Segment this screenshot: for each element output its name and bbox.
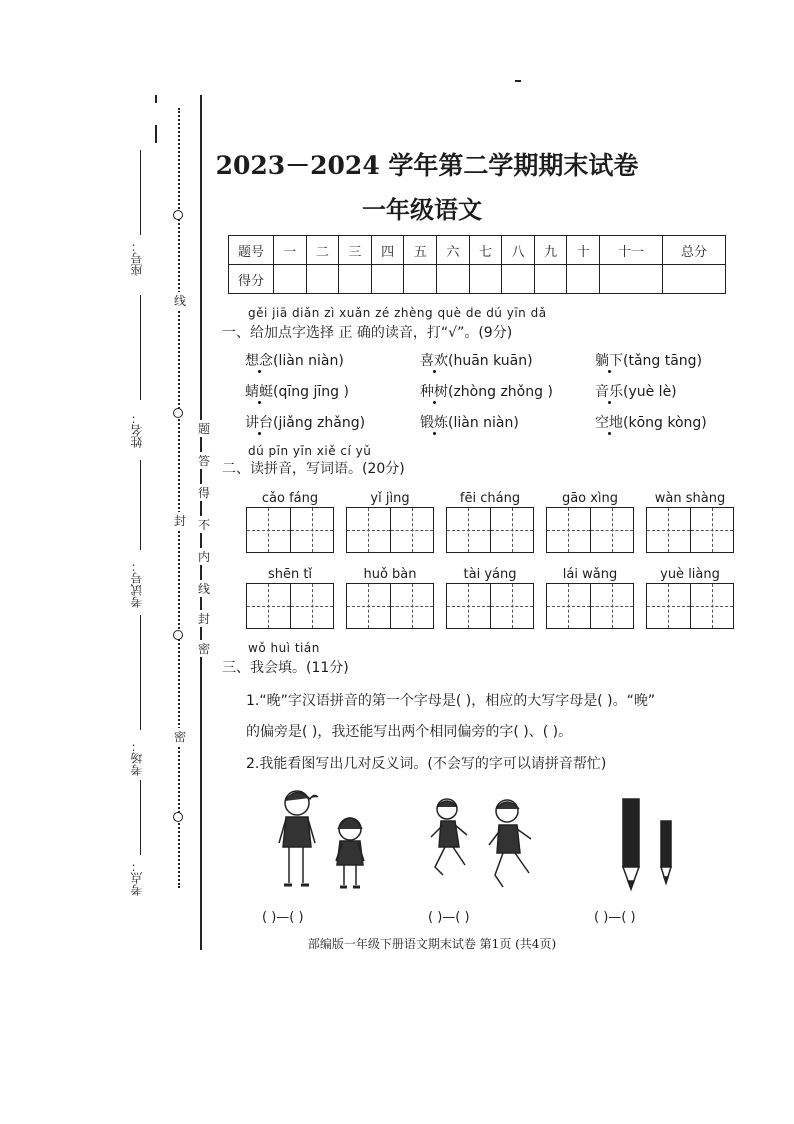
score-cell[interactable] bbox=[306, 265, 339, 294]
word-pinyin: yǐ jìng bbox=[370, 491, 410, 506]
question-item bbox=[420, 350, 533, 370]
seal-char: 线 bbox=[174, 294, 187, 308]
writing-grid[interactable] bbox=[546, 583, 634, 629]
writing-grid[interactable] bbox=[646, 507, 734, 553]
seal-circle bbox=[173, 408, 183, 418]
fast-slow-runners-illustration bbox=[425, 795, 555, 895]
word-pinyin: fēi cháng bbox=[459, 491, 521, 506]
tall-short-girls-illustration bbox=[270, 785, 410, 895]
word-pinyin: lái wǎng bbox=[562, 567, 618, 582]
writing-grid[interactable] bbox=[346, 507, 434, 553]
question-options[interactable]: (zhòng zhǒng ) bbox=[448, 384, 553, 400]
question-word: 蜻蜓 bbox=[245, 384, 273, 400]
seal-char: 密 bbox=[174, 730, 187, 744]
warning-char: 封 bbox=[198, 612, 211, 626]
writing-grid[interactable] bbox=[446, 583, 534, 629]
word-pinyin: tài yáng bbox=[463, 567, 517, 582]
exam-no-label: 考试号： bbox=[130, 560, 144, 608]
question-2-prompt: 2.我能看图写出几对反义词。(不会写的字可以请拼音帮忙) bbox=[246, 756, 607, 772]
section1-pinyin: gěi jiā diǎn zì xuǎn zé zhèng què de dú yīn dǎ bbox=[248, 306, 547, 320]
score-cell[interactable] bbox=[404, 265, 437, 294]
name-label: 姓名： bbox=[130, 412, 144, 448]
score-header-cell: 一 bbox=[274, 236, 307, 265]
word-pinyin: yuè liàng bbox=[660, 567, 720, 582]
antonym-answer-blank[interactable]: ( )—( ) bbox=[594, 910, 636, 925]
score-cell[interactable] bbox=[371, 265, 404, 294]
score-cell[interactable] bbox=[600, 265, 663, 294]
warning-char: 密 bbox=[198, 642, 211, 656]
warning-char: 题 bbox=[198, 422, 211, 436]
seal-circle bbox=[173, 812, 183, 822]
exam-site-label: 考点： bbox=[130, 860, 144, 896]
question-word: 种树 bbox=[420, 384, 448, 400]
section3-title: 三、我会填。(11分) bbox=[222, 660, 349, 676]
section3-pinyin: wǒ huì tián bbox=[248, 641, 320, 655]
page-title: 2023－2024 学年第二学期期末试卷 bbox=[215, 151, 639, 180]
score-header-cell: 四 bbox=[371, 236, 404, 265]
writing-grid[interactable] bbox=[246, 507, 334, 553]
question-word: 空地 bbox=[595, 415, 623, 431]
score-cell[interactable] bbox=[339, 265, 372, 294]
score-header-cell: 三 bbox=[339, 236, 372, 265]
exam-no-line bbox=[140, 460, 141, 550]
score-header-cell: 十一 bbox=[600, 236, 663, 265]
score-cell[interactable] bbox=[469, 265, 502, 294]
warning-char: 线 bbox=[198, 582, 211, 596]
warning-char: 得 bbox=[198, 486, 211, 500]
score-header-cell: 十 bbox=[567, 236, 600, 265]
page-footer: 部编版一年级下册语文期末试卷 第1页 (共4页) bbox=[307, 937, 557, 951]
score-header-cell: 五 bbox=[404, 236, 437, 265]
score-cell[interactable] bbox=[567, 265, 600, 294]
score-header-cell: 总分 bbox=[662, 236, 725, 265]
question-word: 想念 bbox=[245, 353, 273, 369]
score-cell[interactable] bbox=[437, 265, 470, 294]
question-options[interactable]: (yuè lè) bbox=[623, 384, 677, 400]
antonym-answer-blank[interactable]: ( )—( ) bbox=[262, 910, 304, 925]
section1-title: 一、给加点字选择 正 确的读音，打“√”。(9分) bbox=[222, 325, 513, 341]
question-1-line-1: 1.“晚”字汉语拼音的第一个字母是( )，相应的大写字母是( )。“晚” bbox=[246, 693, 656, 709]
question-options[interactable]: (liàn niàn) bbox=[448, 415, 519, 431]
word-pinyin: shēn tǐ bbox=[267, 567, 313, 582]
score-header-cell: 七 bbox=[469, 236, 502, 265]
question-1-line-2: 的偏旁是( )，我还能写出两个相同偏旁的字( )、( )。 bbox=[246, 724, 573, 740]
seal-char: 封 bbox=[174, 514, 187, 528]
exam-room-label: 考场： bbox=[130, 740, 144, 776]
seat-label: 座号： bbox=[130, 240, 144, 276]
score-header-cell: 二 bbox=[306, 236, 339, 265]
writing-grid[interactable] bbox=[346, 583, 434, 629]
question-item bbox=[595, 350, 702, 370]
seal-dotted-line bbox=[178, 108, 180, 888]
question-options[interactable]: (tǎng tāng) bbox=[623, 353, 703, 369]
question-options[interactable]: (kōng kòng) bbox=[623, 415, 707, 431]
question-options[interactable]: (qīng jīng ) bbox=[273, 384, 349, 400]
score-cell[interactable] bbox=[502, 265, 535, 294]
score-header-cell: 八 bbox=[502, 236, 535, 265]
question-item bbox=[595, 412, 707, 432]
score-row-label: 得分 bbox=[229, 265, 274, 294]
writing-grid[interactable] bbox=[246, 583, 334, 629]
word-pinyin: wàn shàng bbox=[654, 491, 726, 506]
score-header-cell: 九 bbox=[534, 236, 567, 265]
question-options[interactable]: (liàn niàn) bbox=[273, 353, 344, 369]
margin-tick bbox=[155, 125, 157, 143]
exam-site-line bbox=[140, 780, 141, 855]
word-pinyin: gāo xìng bbox=[561, 491, 619, 506]
seal-circle bbox=[173, 630, 183, 640]
score-cell[interactable] bbox=[662, 265, 725, 294]
score-cell[interactable] bbox=[274, 265, 307, 294]
question-word: 喜欢 bbox=[420, 353, 448, 369]
question-item bbox=[245, 412, 365, 432]
score-table bbox=[228, 235, 726, 294]
scan-mark bbox=[515, 80, 521, 82]
question-word: 音乐 bbox=[595, 384, 623, 400]
antonym-answer-blank[interactable]: ( )—( ) bbox=[428, 910, 470, 925]
word-pinyin: huǒ bàn bbox=[363, 567, 417, 582]
question-item bbox=[420, 381, 553, 401]
long-short-pencils-illustration bbox=[615, 795, 685, 895]
warning-char: 答 bbox=[198, 454, 211, 468]
question-options[interactable]: (huān kuān) bbox=[448, 353, 533, 369]
question-word: 讲台 bbox=[245, 415, 273, 431]
score-cell[interactable] bbox=[534, 265, 567, 294]
question-item bbox=[420, 412, 519, 432]
warning-char: 不 bbox=[198, 518, 211, 532]
writing-grid[interactable] bbox=[446, 507, 534, 553]
exam-room-line bbox=[140, 615, 141, 730]
margin-tick bbox=[155, 95, 157, 103]
question-word: 锻炼 bbox=[420, 415, 448, 431]
section2-title: 二、读拼音，写词语。(20分) bbox=[222, 461, 405, 477]
question-options[interactable]: (jiǎng zhǎng) bbox=[273, 415, 366, 431]
word-pinyin: cǎo fáng bbox=[261, 491, 319, 506]
score-header-cell: 题号 bbox=[229, 236, 274, 265]
name-line bbox=[140, 295, 141, 400]
score-value-row bbox=[229, 265, 726, 294]
section2-pinyin: dú pīn yīn xiě cí yǔ bbox=[248, 444, 372, 458]
page-subtitle: 一年级语文 bbox=[362, 195, 482, 224]
writing-grid[interactable] bbox=[546, 507, 634, 553]
question-item bbox=[595, 381, 677, 401]
question-word: 躺下 bbox=[595, 353, 623, 369]
score-header-cell: 六 bbox=[437, 236, 470, 265]
warning-char: 内 bbox=[198, 550, 211, 564]
question-item bbox=[245, 350, 344, 370]
question-item bbox=[245, 381, 349, 401]
score-header-row bbox=[229, 236, 726, 265]
writing-grid[interactable] bbox=[646, 583, 734, 629]
